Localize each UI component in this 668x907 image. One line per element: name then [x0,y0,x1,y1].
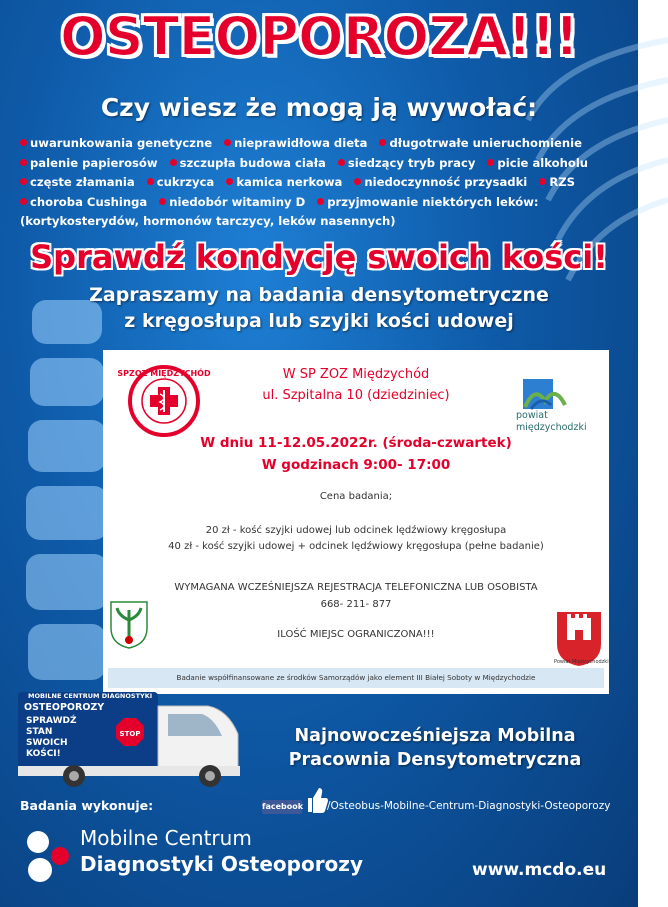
bus-brand: OSTEOPOROZY [24,702,105,713]
bullet-icon [20,139,27,146]
cause-text: picie alkoholu [497,155,589,170]
mobile-lab-heading [240,724,630,772]
bullet-icon [147,178,154,185]
invitation-line-2: z kręgosłupa lub szyjki kości udowej [124,310,514,332]
bullet-icon [539,178,546,185]
event-date: W dniu 11-12.05.2022r. (środa-czwartek) [200,435,512,451]
thumbs-up-icon [304,786,328,814]
mobile-lab-line-1: Najnowocześniejsza Mobilna [294,726,576,746]
org-name-line-2: Diagnostyki Osteoporozy [80,852,363,876]
performed-by-label: Badania wykonuje: [20,798,154,813]
spzoz-logo-text: SPZOZ MIĘDZYCHÓD [117,369,211,378]
facebook-link[interactable]: /Osteobus-Mobilne-Centrum-Diagnostyki-Osteoporozy [327,800,611,812]
bullet-icon [20,178,27,185]
price-item: 20 zł - kość szyjki udowej lub odcinek lędźwiowy kręgosłupa [205,525,507,536]
org-name-line-1: Mobilne Centrum [80,826,252,850]
causes-line-1 [20,134,620,154]
stop-sign-text: STOP [119,730,141,738]
venue-address: ul. Szpitalna 10 (dziedziniec) [262,388,450,403]
info-card [103,350,609,694]
cofinancing-note: Badanie współfinansowane ze środków Samorządów jako element III Białej Soboty w Międzychodzie [108,668,604,688]
phone-number: 668- 211- 877 [320,599,392,610]
cause-item [147,175,215,189]
causes-line-3 [20,173,620,193]
mcdo-logo-icon [20,826,76,886]
check-bones-headline: Sprawdź kondycję swoich kości! [30,238,608,276]
cause-text: długotrwałe unieruchomienie [389,136,583,150]
cause-text: częste złamania [30,175,135,189]
powiat-label: międzychodzki [516,422,587,433]
invitation-line-1: Zapraszamy na badania densytometryczne [89,284,549,306]
cause-text: przyjmowanie niektórych leków: [327,194,539,209]
cause-item [159,195,305,209]
subtitle: Czy wiesz że mogą ją wywołać: [100,93,538,122]
cause-item [539,175,575,189]
cause-item [379,136,582,150]
cause-text: kamica nerkowa [236,175,343,189]
cause-item [20,136,212,150]
bullet-icon [338,159,345,166]
mobile-lab-line-2: Pracownia Densytometryczna [288,750,582,770]
cause-text: RZS [549,175,576,189]
coat-of-arms-left-icon [109,600,149,650]
causes-list [20,134,620,232]
cause-item [224,136,367,150]
cause-item [317,195,538,209]
cause-item [20,175,135,189]
powiat-label: powiat [516,410,548,421]
cause-item [226,175,342,189]
bullet-icon [224,139,231,146]
registration-info [103,579,609,613]
website-link[interactable]: www.mcdo.eu [472,860,607,880]
cause-text: niedoczynność przysadki [364,175,528,189]
venue-name: W SP ZOZ Międzychód [282,367,430,382]
causes-line-4 [20,193,620,213]
cause-item [170,156,326,170]
event-dates [103,432,609,476]
coat-caption: Powiat Międzychodzki [554,659,609,665]
price-list [103,523,609,555]
cause-text: choroba Cushinga [30,194,148,209]
cause-text: szczupła budowa ciała [179,155,326,170]
invitation [0,282,638,334]
poster-title: OSTEOPOROZA!!! [59,5,579,68]
bullet-icon [317,198,324,205]
venue [103,364,609,406]
cause-text: niedobór witaminy D [169,194,306,209]
powiat-text [516,410,587,434]
cause-item [487,156,588,170]
bullet-icon [20,159,27,166]
bus-label: MOBILNE CENTRUM DIAGNOSTYKI [28,692,153,700]
bullet-icon [170,159,177,166]
event-hours: W godzinach 9:00- 17:00 [261,457,451,473]
cause-item [20,195,147,209]
cause-item [338,156,476,170]
causes-line-5: (kortykosterydów, hormonów tarczycy, leków nasennych) [20,214,396,228]
facebook-icon: facebook [262,800,302,814]
bullet-icon [379,139,386,146]
limited-places: ILOŚĆ MIEJSC OGRANICZONA!!! [277,629,435,640]
cause-item [20,156,158,170]
bullet-icon [20,198,27,205]
cause-text: cukrzyca [156,175,215,189]
bullet-icon [354,178,361,185]
registration-note: WYMAGANA WCZEŚNIEJSZA REJESTRACJA TELEFONICZNA LUB OSOBISTA [174,582,538,593]
cause-item [354,175,527,189]
bullet-icon [159,198,166,205]
causes-line-2 [20,154,620,174]
cause-text: siedzący tryb pracy [347,155,476,170]
price-item: 40 zł - kość szyjki udowej + odcinek lędźwiowy kręgosłupa (pełne badanie) [168,541,544,552]
bullet-icon [487,159,494,166]
price-header: Cena badania; [319,491,393,502]
cause-text: nieprawidłowa dieta [234,136,368,150]
cause-text: palenie papierosów [30,155,158,170]
cause-text: uwarunkowania genetyczne [30,136,213,150]
bullet-icon [226,178,233,185]
bus-slogan: SPRAWDŹ STAN SWOICH KOŚCI! [26,716,77,759]
